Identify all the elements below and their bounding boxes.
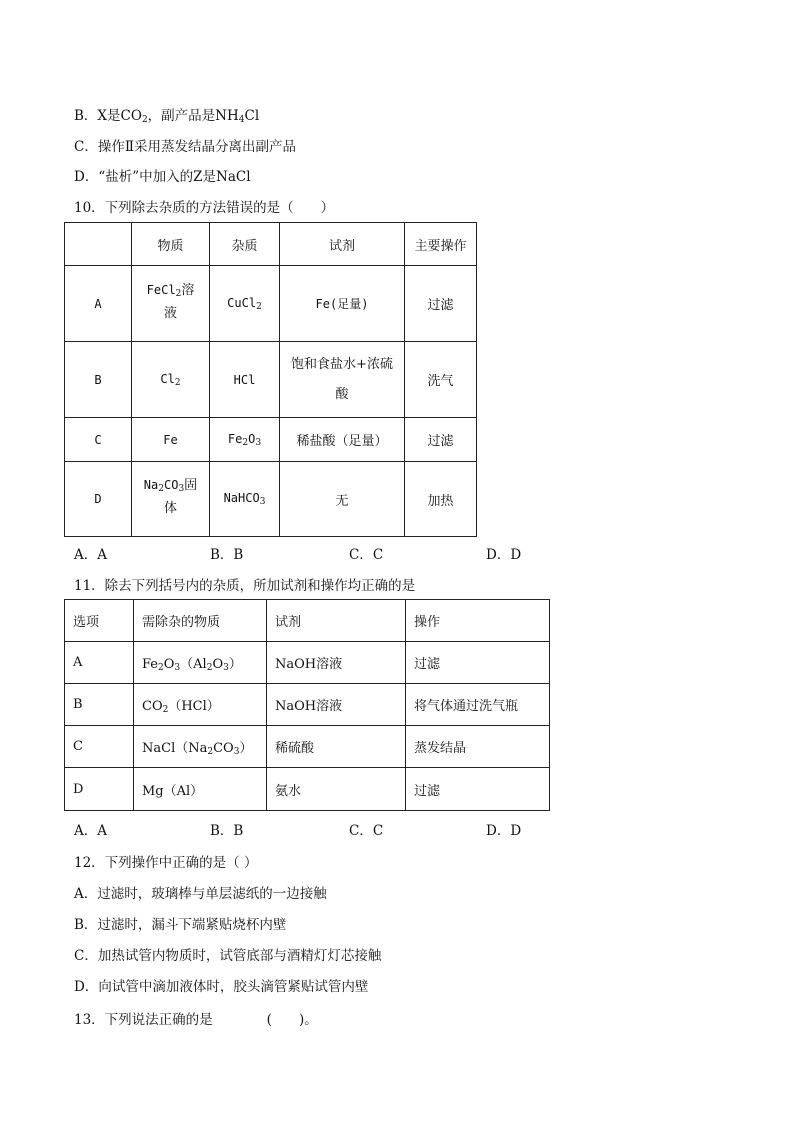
substance-cell: $Cl_2$ (132, 342, 210, 418)
table-row (65, 684, 550, 726)
question-10: 10．下列除去杂质的方法错误的是（ ） (74, 200, 335, 216)
q12-option-c[interactable]: C．加热试管内物质时，试管底部与酒精灯灯芯接触 (74, 948, 382, 964)
choice-b[interactable]: B．B (210, 823, 244, 839)
choice-b[interactable]: B．B (210, 547, 244, 563)
reagent-cell: 稀硫酸 (267, 726, 406, 768)
operation-cell: 蒸发结晶 (406, 726, 550, 768)
q9-option-b: B．X是$CO_2$，副产品是$NH_4Cl$ (74, 108, 260, 125)
impurity-cell: HCl (210, 342, 280, 418)
table-q10 (64, 222, 477, 537)
header-cell: 选项 (65, 600, 134, 642)
reagent-cell: 氨水 (267, 768, 406, 811)
row-label: C (65, 726, 134, 768)
q9-option-c: C．操作Ⅱ采用蒸发结晶分离出副产品 (74, 139, 297, 155)
reagent-cell: NaOH溶液 (267, 642, 406, 684)
row-label: B (65, 684, 134, 726)
row-label: C (65, 418, 132, 462)
reagent-cell: 稀盐酸（足量） (280, 418, 405, 462)
header-cell: 试剂 (280, 223, 405, 266)
row-label: A (65, 266, 132, 342)
substance-cell: $CO_2(HCl)$ (134, 684, 267, 726)
reagent-cell: Fe(足量) (280, 266, 405, 342)
substance-cell: Mg（Al） (134, 768, 267, 811)
operation-cell: 过滤 (406, 768, 550, 811)
table-row (65, 462, 477, 537)
row-label: D (65, 462, 132, 537)
header-cell: 操作 (406, 600, 550, 642)
impurity-cell: CuCl$_2$ (210, 266, 280, 342)
header-cell: 杂质 (210, 223, 280, 266)
operation-cell: 过滤 (405, 418, 477, 462)
operation-cell: 加热 (405, 462, 477, 537)
question-12: 12．下列操作中正确的是（ ） (74, 855, 258, 871)
substance-cell: $Fe_2O_3(Al_2O_3)$ (134, 642, 267, 684)
q11-choices (74, 819, 534, 837)
table-row (65, 418, 477, 462)
choice-d[interactable]: D．D (486, 547, 522, 563)
operation-cell: 洗气 (405, 342, 477, 418)
table-row (65, 642, 550, 684)
q12-option-a[interactable]: A．过滤时，玻璃棒与单层滤纸的一边接触 (74, 886, 327, 902)
choice-d[interactable]: D．D (486, 823, 522, 839)
substance-cell: Fe (132, 418, 210, 462)
reagent-cell: 无 (280, 462, 405, 537)
row-label: B (65, 342, 132, 418)
operation-cell: 过滤 (406, 642, 550, 684)
reagent-cell: 饱和食盐水+浓硫酸 (280, 342, 405, 418)
header-cell: 需除杂的物质 (134, 600, 267, 642)
impurity-cell: $Fe_2O_3$ (210, 418, 280, 462)
choice-a[interactable]: A．A (74, 547, 107, 563)
q12-option-b[interactable]: B．过滤时，漏斗下端紧贴烧杯内壁 (74, 917, 287, 933)
header-cell: 主要操作 (405, 223, 477, 266)
table-row (65, 342, 477, 418)
q10-choices (74, 543, 534, 561)
row-label: A (65, 642, 134, 684)
table-row (65, 726, 550, 768)
row-label: D (65, 768, 134, 811)
reagent-cell: NaOH溶液 (267, 684, 406, 726)
impurity-cell: NaHCO$_3$ (210, 462, 280, 537)
table-q11 (64, 599, 550, 811)
operation-cell: 将气体通过洗气瓶 (406, 684, 550, 726)
table-header-row (65, 600, 550, 642)
table-header-row (65, 223, 477, 266)
choice-a[interactable]: A．A (74, 823, 107, 839)
table-row (65, 768, 550, 811)
question-13: 13．下列说法正确的是 ( )。 (74, 1012, 318, 1028)
q9-option-d: D．“盐析”中加入的Z是NaCl (74, 169, 251, 185)
header-cell: 物质 (132, 223, 210, 266)
choice-c[interactable]: C．C (349, 823, 384, 839)
substance-cell: $Na_2CO_3$固 体 (132, 462, 210, 537)
header-cell (65, 223, 132, 266)
question-11: 11．除去下列括号内的杂质，所加试剂和操作均正确的是 (74, 578, 416, 594)
substance-cell: $NaCl(Na_2CO_3)$ (134, 726, 267, 768)
q12-option-d[interactable]: D．向试管中滴加液体时，胶头滴管紧贴试管内壁 (74, 979, 369, 995)
substance-cell: FeCl$_2$溶 液 (132, 266, 210, 342)
table-row (65, 266, 477, 342)
header-cell: 试剂 (267, 600, 406, 642)
operation-cell: 过滤 (405, 266, 477, 342)
choice-c[interactable]: C．C (349, 547, 384, 563)
